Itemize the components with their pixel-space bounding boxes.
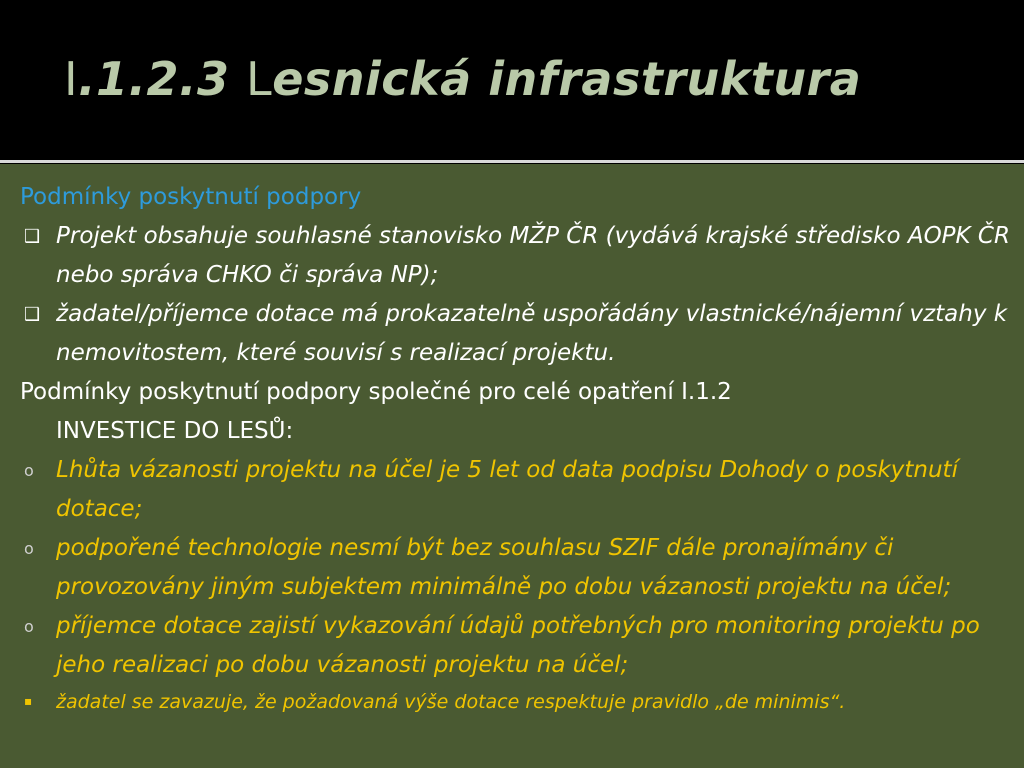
circle-bullet-icon: o [24,461,34,480]
circle-bullet-icon: o [24,539,34,558]
title-bar [0,0,1024,158]
checkbox-bullet-icon: ❑ [24,304,41,325]
list-item-text: podpořené technologie nesmí být bez souhlasu SZIF dále pronajímány či provozovány jiným subjektem minimálně po dobu vázanosti projektu na účel; [56,535,952,600]
title-prefix: I [64,52,79,106]
title-number: .1.2.3 [78,52,247,106]
list-item [20,217,1016,295]
heading-conditions: Podmínky poskytnutí podpory [20,184,362,210]
slide-title [64,52,861,106]
checkbox-bullet-icon: ❑ [24,226,41,247]
list-item [20,451,1016,529]
list-item-text: Projekt obsahuje souhlasné stanovisko MŽP ČR (vydává krajské středisko AOPK ČR nebo správa CHKO či správa NP); [56,223,1010,288]
square-bullet-icon: ▪ [24,694,33,708]
list-item [20,685,1016,719]
title-letter: L [246,52,273,106]
list-item [20,607,1016,685]
title-divider [0,160,1024,163]
content-text [20,178,1016,719]
list-item-text: Lhůta vázanosti projektu na účel je 5 let od data podpisu Dohody o poskytnutí dotace; [56,457,958,522]
heading-investments: INVESTICE DO LESŮ: [56,418,294,444]
circle-bullet-icon: o [24,617,34,636]
list-item-text: příjemce dotace zajistí vykazování údajů potřebných pro monitoring projektu po jeho realizaci po dobu vázanosti projektu na účel; [56,613,980,678]
list-item-text: žadatel se zavazuje, že požadovaná výše dotace respektuje pravidlo „de minimis“. [56,691,846,713]
content-area [0,164,1024,768]
list-item [20,529,1016,607]
list-item [20,295,1016,373]
heading-common-conditions: Podmínky poskytnutí podpory společné pro celé opatření I.1.2 [20,379,732,405]
list-item-text: žadatel/příjemce dotace má prokazatelně uspořádány vlastnické/nájemní vztahy k nemovitostem, které souvisí s realizací projektu. [56,301,1008,366]
title-rest: esnická infrastruktura [272,52,862,106]
